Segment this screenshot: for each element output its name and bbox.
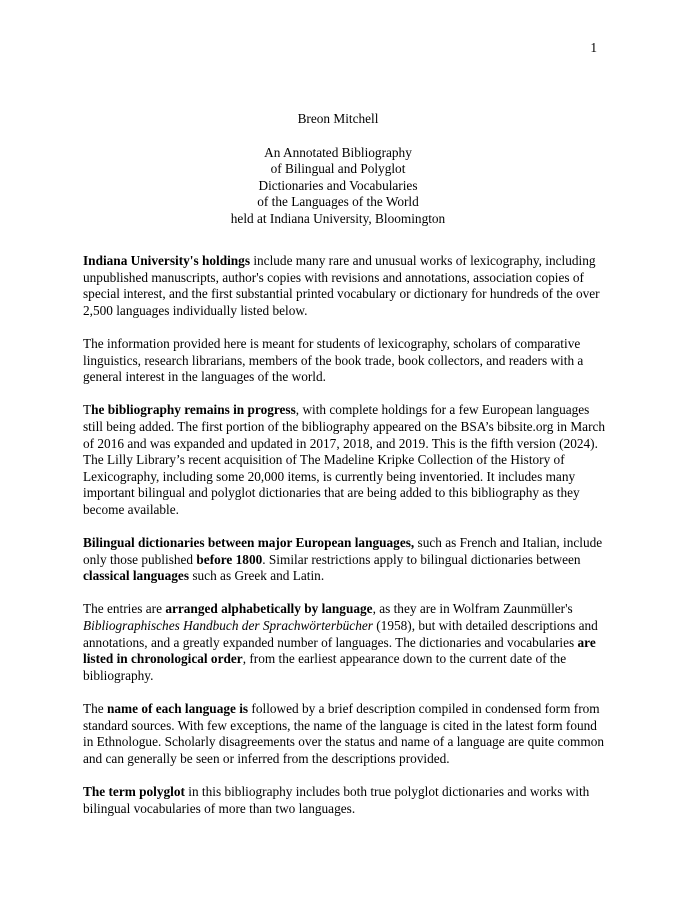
page-number: 1 [590, 40, 597, 55]
text-run: , from the earliest appearance down to the current date of the bibliography. [83, 651, 567, 683]
title-line: held at Indiana University, Bloomington [230, 210, 446, 226]
body-paragraph [83, 784, 608, 817]
italic-run: Bibliographisches Handbuch der Sprachwörterbücher [83, 618, 373, 634]
text-run: (1958), but with detailed descriptions and annotations, and a greatly expanded number of languages. The dictionaries and vocabularies [83, 618, 598, 650]
body-paragraph [83, 253, 608, 319]
text-run: , as they are in Wolfram Zaunmüller's [372, 601, 573, 617]
document-body [83, 253, 608, 834]
bold-run: he bibliography remains in progress [91, 402, 296, 418]
body-paragraph [83, 701, 608, 767]
bold-run: Bilingual dictionaries between major European languages, [83, 535, 415, 551]
title-block [0, 111, 676, 228]
bold-run: are listed in chronological order [83, 634, 596, 667]
body-paragraph [83, 336, 608, 386]
text-run: The information provided here is meant for students of lexicography, scholars of comparative linguistics, research librarians, members of the book trade, book collectors, and readers with a general interest in the languages of the world. [83, 335, 584, 385]
title-line: Dictionaries and Vocabularies [258, 177, 418, 193]
body-paragraph [83, 601, 608, 684]
text-run: The entries are [83, 601, 166, 617]
bold-run: name of each language is [107, 701, 249, 717]
text-run: followed by a brief description compiled in condensed form from standard sources. With few exceptions, the name of the language is cited in the latest form found in Ethnologue. Scholarly disagreements over the status and name of a language are quite common and can generally be seen or inferred from the descriptions provided. [83, 701, 605, 766]
bold-run: classical languages [83, 568, 190, 584]
bold-run: arranged alphabetically by language [165, 601, 373, 617]
text-run: include many rare and unusual works of lexicography, including unpublished manuscripts, author's copies with revisions and annotations, association copies of special interest, and the first substantial printed vocabulary or dictionary for hundreds of the over 2,500 languages individually listed below. [83, 253, 600, 318]
body-paragraph [83, 535, 608, 585]
title-line: An Annotated Bibliography [264, 144, 412, 160]
bold-run: The term polyglot [83, 784, 185, 799]
author-name: Breon Mitchell [297, 111, 379, 126]
body-paragraph [83, 402, 608, 518]
text-run: in this bibliography includes both true polyglot dictionaries and works with bilingual vocabularies of more than two languages. [83, 784, 590, 816]
text-run: . Similar restrictions apply to bilingual dictionaries between [262, 551, 581, 567]
text-run: The [83, 701, 107, 717]
text-run: T [83, 402, 92, 418]
text-run: , with complete holdings for a few European languages still being added. The first portion of the bibliography appeared on the BSA’s bibsite.org in March of 2016 and was expanded and updated in 2017, 2018, and 2019. This is the fifth version (2024). The Lilly Library’s recent acquisition of The Madeline Kripke Collection of the History of Lexicography, including some 20,000 items, is currently being inventoried. It includes many important bilingual and polyglot dictionaries that are being added to this bibliography as they become available. [83, 402, 606, 517]
text-run: such as French and Italian, include only those published [83, 535, 603, 567]
bold-run: Indiana University's holdings [83, 253, 251, 268]
bold-run: before 1800 [196, 551, 263, 567]
title-line: of the Languages of the World [257, 194, 419, 210]
document-title [0, 145, 676, 228]
title-line: of Bilingual and Polyglot [270, 161, 406, 177]
text-run: such as Greek and Latin. [189, 568, 325, 584]
